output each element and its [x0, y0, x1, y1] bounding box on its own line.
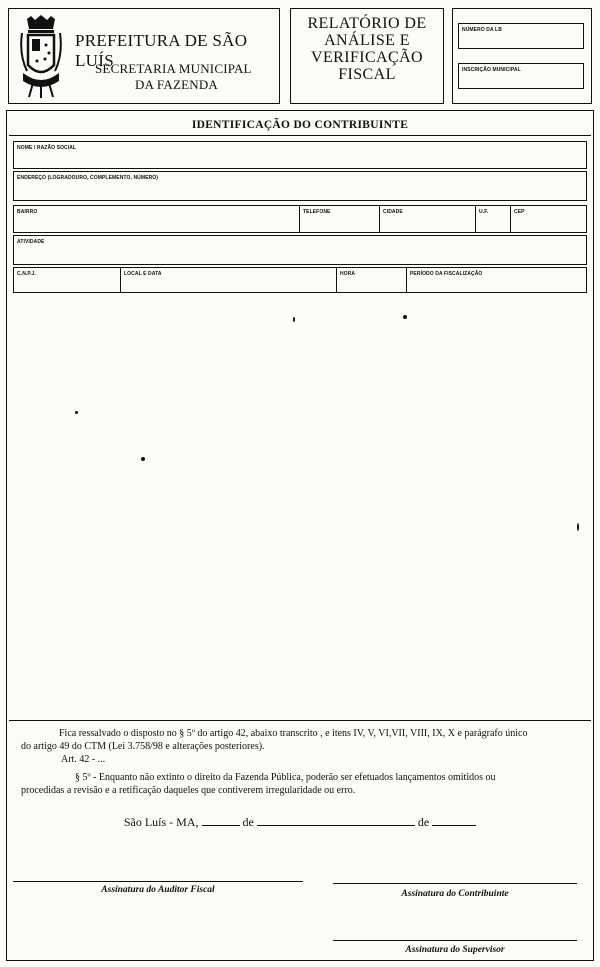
main-form	[6, 110, 594, 961]
nome-label: NOME / RAZÃO SOCIAL	[17, 145, 77, 151]
year-blank[interactable]	[432, 825, 476, 826]
section-title: IDENTIFICAÇÃO DO CONTRIBUINTE	[191, 119, 409, 131]
report-title-line-1: RELATÓRIO DE	[307, 15, 427, 32]
scan-speck	[403, 315, 407, 319]
dateline-de-2: de	[417, 815, 430, 829]
report-title-line-4: FISCAL	[338, 66, 396, 83]
nome-row	[13, 141, 587, 169]
legal-article: Art. 42 - ...	[61, 754, 106, 765]
local-data-label: LOCAL E DATA	[124, 271, 162, 277]
header-prefeitura-box	[8, 8, 280, 104]
supervisor-signature-label: Assinatura do Supervisor	[405, 945, 505, 955]
bairro-row	[13, 205, 587, 233]
dateline	[7, 815, 593, 830]
legal-p2-line-2: procedidas a revisão e a retificação daqueles que contiverem irregularidade ou erro.	[21, 785, 356, 796]
atividade-label: ATIVIDADE	[17, 239, 45, 245]
scan-speck	[141, 457, 145, 461]
cep-label: CEP	[514, 209, 525, 215]
numero-label: NÚMERO DA LB	[462, 27, 502, 33]
day-blank[interactable]	[202, 825, 240, 826]
report-title-line-2: ANÁLISE E	[324, 32, 410, 49]
local-data-field[interactable]	[120, 268, 337, 292]
hora-field[interactable]	[336, 268, 407, 292]
section-divider	[9, 135, 591, 136]
uf-label: U.F.	[479, 209, 489, 215]
legal-p1-line-1: Fica ressalvado o disposto no § 5º do artigo 42, abaixo transcrito , e itens IV, V, VI,VII, VIII, IX, X e parágrafo único	[59, 728, 528, 739]
header-numbers-box	[452, 8, 592, 104]
telefone-field[interactable]	[299, 206, 380, 232]
cnpj-row	[13, 267, 587, 293]
dateline-de-1: de	[242, 815, 254, 829]
auditor-signature-line[interactable]	[13, 881, 303, 882]
dateline-place: São Luís - MA,	[123, 815, 199, 829]
month-blank[interactable]	[257, 825, 415, 826]
numero-field[interactable]	[458, 23, 584, 49]
legal-paragraph-2	[21, 771, 583, 797]
legal-paragraph-1	[21, 727, 583, 753]
inscricao-label: INSCRIÇÃO MUNICIPAL	[462, 67, 521, 73]
endereco-row	[13, 171, 587, 201]
report-title	[291, 15, 443, 83]
prefeitura-title: PREFEITURA DE SÃO LUÍS	[75, 31, 248, 70]
hora-label: HORA	[340, 271, 356, 277]
legal-divider	[9, 720, 591, 721]
scan-speck	[293, 317, 295, 322]
legal-p1-line-2: do artigo 49 do CTM (Lei 3.758/98 e alterações posteriores).	[21, 741, 265, 752]
report-title-line-3: VERIFICAÇÃO	[311, 49, 423, 66]
bairro-label: BAIRRO	[17, 209, 38, 215]
atividade-row	[13, 235, 587, 265]
uf-field[interactable]	[475, 206, 511, 232]
cidade-field[interactable]	[379, 206, 476, 232]
legal-p2-line-1: § 5º - Enquanto não extinto o direito da Fazenda Pública, poderão ser efetuados lançamentos omitidos ou	[75, 772, 496, 783]
secretaria-line-2: DA FAZENDA	[135, 77, 219, 92]
periodo-label: PERÍODO DA FISCALIZAÇÃO	[410, 271, 483, 277]
report-body-area[interactable]	[11, 297, 589, 717]
auditor-signature-label: Assinatura do Auditor Fiscal	[101, 885, 215, 895]
cidade-label: CIDADE	[383, 209, 403, 215]
endereco-field[interactable]	[14, 172, 586, 200]
secretaria-line-1: SECRETARIA MUNICIPAL	[95, 61, 252, 76]
scan-speck	[577, 523, 579, 531]
contribuinte-signature-line[interactable]	[333, 883, 577, 884]
report-title-box	[290, 8, 444, 104]
cnpj-label: C.N.P.J.	[17, 271, 37, 277]
supervisor-signature-line[interactable]	[333, 940, 577, 941]
bairro-field[interactable]	[14, 206, 299, 232]
inscricao-field[interactable]	[458, 63, 584, 89]
nome-field[interactable]	[14, 142, 586, 168]
scan-speck	[75, 411, 78, 414]
atividade-field[interactable]	[14, 236, 586, 264]
coat-of-arms-icon	[19, 15, 63, 99]
cnpj-field[interactable]	[14, 268, 120, 292]
contribuinte-signature-label: Assinatura do Contribuinte	[401, 889, 509, 899]
cep-field[interactable]	[510, 206, 586, 232]
telefone-label: TELEFONE	[303, 209, 331, 215]
periodo-field[interactable]	[406, 268, 586, 292]
endereco-label: ENDEREÇO (LOGRADOURO, COMPLEMENTO, NÚMERO)	[17, 175, 159, 181]
